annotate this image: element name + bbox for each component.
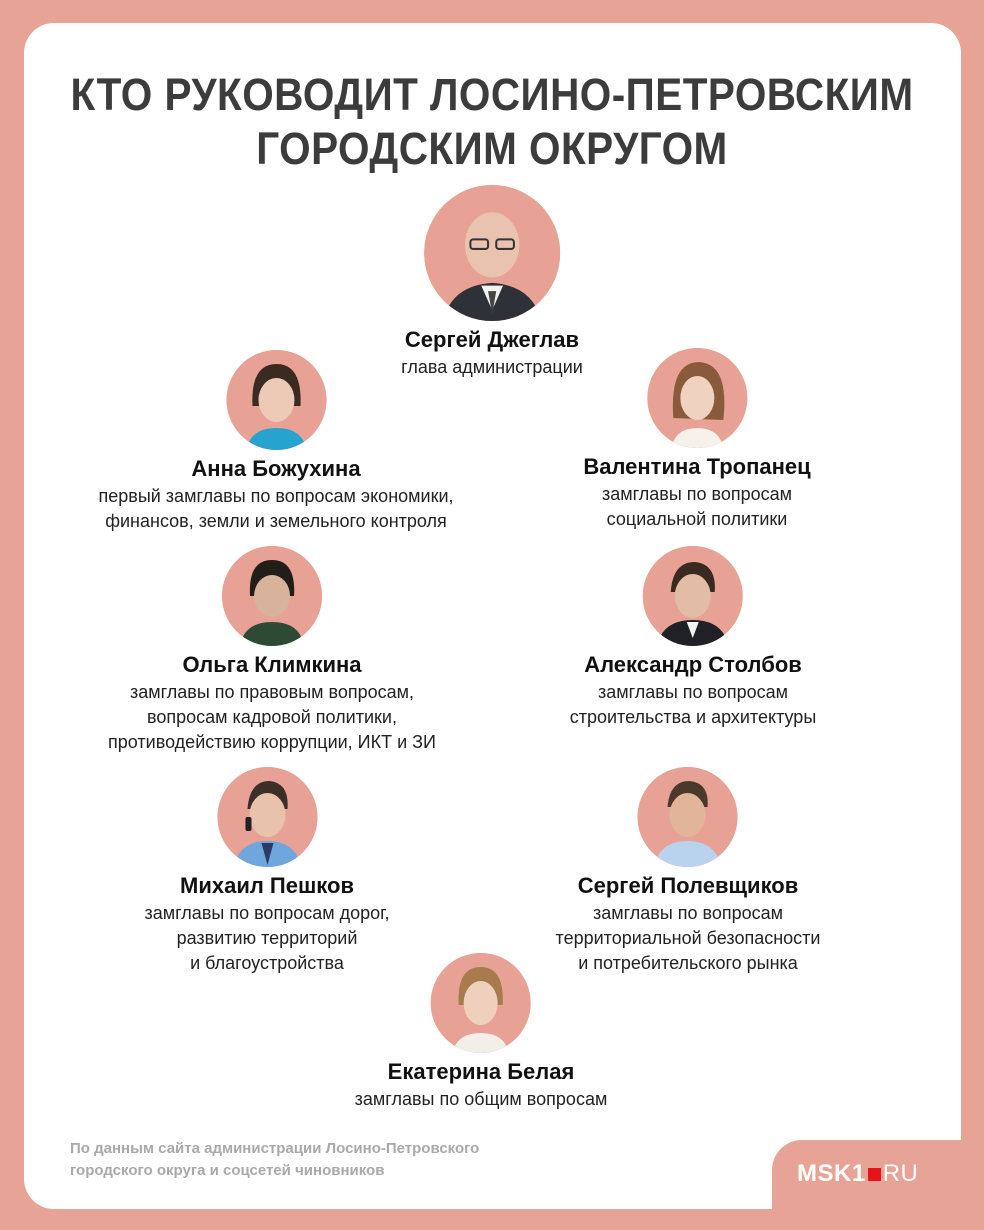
person-polevshchikov [556, 767, 821, 976]
avatar-photo [638, 767, 738, 867]
person-name: Сергей Джеглав [404, 327, 580, 352]
person-role: замглавы по вопросам социальной политики [601, 484, 793, 529]
person-bozhukhina [98, 350, 453, 534]
avatar-photo [431, 953, 531, 1053]
title-line-2: ГОРОДСКИМ ОКРУГОМ [256, 123, 728, 174]
logo-text-main: MSK1 [797, 1160, 866, 1187]
person-name: Анна Божухина [191, 456, 361, 481]
person-name: Михаил Пешков [179, 873, 355, 898]
avatar-photo [217, 767, 317, 867]
person-role: замглавы по вопросам дорог, развитию территорий и благоустройства [144, 903, 390, 973]
avatar-photo [647, 348, 747, 448]
person-role: замглавы по общим вопросам [354, 1089, 608, 1109]
logo-square-icon [868, 1168, 881, 1181]
page-title [49, 68, 935, 176]
person-role: замглавы по правовым вопросам, вопросам кадровой политики, противодействию коррупции, ИКТ и ЗИ [108, 682, 436, 752]
person-tropanets [583, 348, 810, 532]
person-name: Александр Столбов [584, 652, 802, 677]
person-name: Валентина Тропанец [583, 454, 811, 479]
source-note: По данным сайта администрации Лосино-Петровского городского округа и соцсетей чиновников [70, 1140, 480, 1179]
title-line-1: КТО РУКОВОДИТ ЛОСИНО-ПЕТРОВСКИМ [70, 69, 914, 120]
person-role: глава администрации [401, 357, 583, 377]
person-role: замглавы по вопросам строительства и архитектуры [569, 682, 817, 727]
logo-text-domain: RU [882, 1160, 919, 1187]
avatar-photo [424, 185, 560, 321]
person-name: Ольга Климкина [182, 652, 362, 677]
person-name: Сергей Полевщиков [577, 873, 799, 898]
avatar-photo [222, 546, 322, 646]
avatar-photo [643, 546, 743, 646]
person-name: Екатерина Белая [387, 1059, 575, 1084]
person-role: замглавы по вопросам территориальной безопасности и потребительского рынка [555, 903, 821, 973]
person-peshkov [144, 767, 389, 976]
person-role: первый замглавы по вопросам экономики, финансов, земли и земельного контроля [98, 486, 454, 531]
person-stolbov [570, 546, 817, 730]
avatar-photo [226, 350, 326, 450]
msk1-logo [797, 1160, 918, 1188]
person-klimkina [108, 546, 436, 755]
person-belaya [355, 953, 608, 1112]
